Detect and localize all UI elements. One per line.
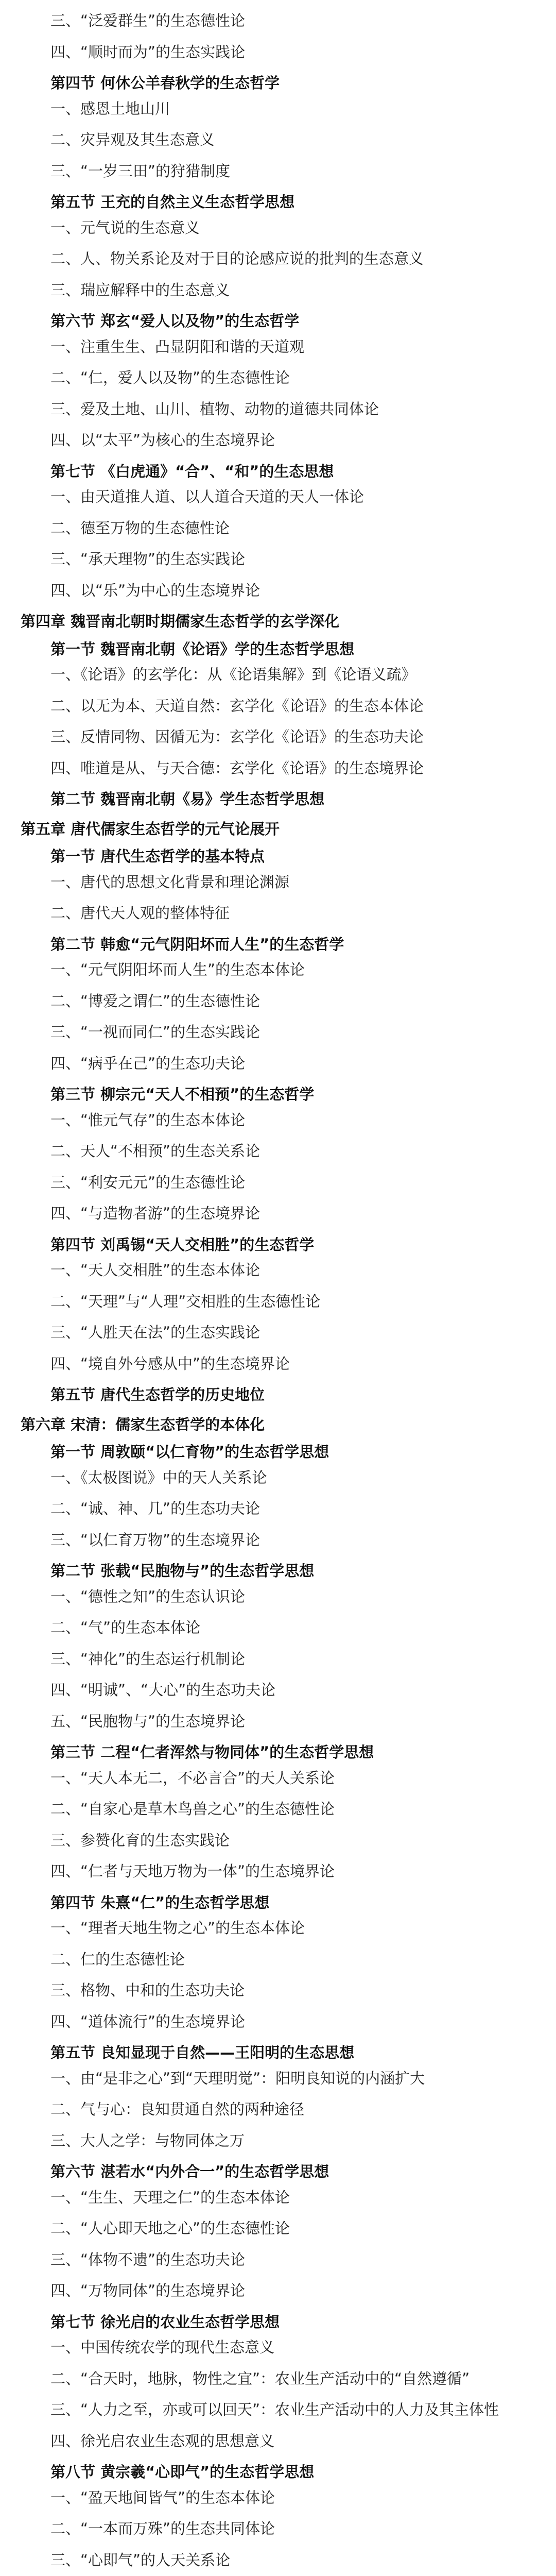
section-heading: 第一节 魏晋南北朝《论语》学的生态哲学思想 [50,640,355,658]
section-heading: 第六节 郑玄“爱人以及物”的生态哲学 [50,312,300,330]
toc-item: 三、“泛爱群生”的生态德性论 [50,12,246,29]
toc-item: 四、“与造物者游”的生态境界论 [50,1205,260,1222]
toc-item: 二、“仁，爱人以及物”的生态德性论 [50,369,290,386]
toc-item: 一、《太极图说》中的天人关系论 [50,1468,267,1486]
toc-item: 二、“合天时，地脉，物性之宜”：农业生产活动中的“自然遵循” [50,2369,470,2387]
section-heading: 第二节 韩愈“元气阴阳坏而人生”的生态哲学 [50,935,344,953]
section-heading: 第五节 良知显现于自然——王阳明的生态思想 [50,2044,355,2061]
toc-item: 一、“盈天地间皆气”的生态本体论 [50,2488,275,2506]
toc-item: 二、“一本而万殊”的生态共同体论 [50,2520,275,2537]
toc-item: 三、“人胜天在法”的生态实践论 [50,1324,260,1341]
section-heading: 第四节 何休公羊春秋学的生态哲学 [50,74,280,92]
toc-item: 二、“气”的生态本体论 [50,1619,201,1636]
toc-item: 一、“理者天地生物之心”的生态本体论 [50,1919,305,1937]
toc-item: 二、“自家心是草木鸟兽之心”的生态德性论 [50,1800,335,1818]
toc-item: 二、德至万物的生态德性论 [50,519,230,537]
toc-item: 二、仁的生态德性论 [50,1950,185,1968]
toc-item: 四、徐光启农业生态观的思想意义 [50,2432,275,2450]
toc-item: 二、“博爱之谓仁”的生态德性论 [50,992,260,1010]
toc-item: 五、“民胞物与”的生态境界论 [50,1712,246,1730]
section-heading: 第八节 黄宗羲“心即气”的生态哲学思想 [50,2463,315,2481]
toc-item: 一、由天道推人道、以人道合天道的天人一体论 [50,488,364,505]
toc-item: 四、“仁者与天地万物为一体”的生态境界论 [50,1862,335,1880]
toc-item: 三、瑞应解释中的生态意义 [50,281,230,299]
toc-item: 四、以“乐”为中心的生态境界论 [50,581,260,599]
toc-item: 四、“境自外兮感从中”的生态境界论 [50,1354,290,1372]
toc-item: 三、反情同物、因循无为：玄学化《论语》的生态功夫论 [50,728,424,745]
toc-item: 一、“天人本无二，不必言合”的天人关系论 [50,1769,335,1787]
toc-item: 一、“惟元气存”的生态本体论 [50,1111,246,1129]
toc-item: 四、唯道是从、与天合德：玄学化《论语》的生态境界论 [50,759,424,777]
toc-item: 四、“病乎在己”的生态功夫论 [50,1054,246,1072]
toc-item: 三、格物、中和的生态功夫论 [50,1981,245,1999]
section-heading: 第四节 朱熹“仁”的生态哲学思想 [50,1893,270,1911]
section-heading: 第三节 柳宗元“天人不相预”的生态哲学 [50,1086,315,1103]
toc-item: 三、“以仁育万物”的生态境界论 [50,1531,260,1549]
toc-item: 三、“人力之至，亦或可以回天”：农业生产活动中的人力及其主体性 [50,2401,499,2418]
toc-item: 四、“道体流行”的生态境界论 [50,2012,246,2030]
toc-item: 一、注重生生、凸显阴阳和谐的天道观 [50,337,305,355]
toc-item: 一、“德性之知”的生态认识论 [50,1587,246,1605]
toc-item: 一、元气说的生态意义 [50,218,200,236]
toc-item: 一、“天人交相胜”的生态本体论 [50,1261,260,1279]
toc-item: 三、“利安元元”的生态德性论 [50,1173,246,1191]
toc-item: 一、感恩土地山川 [50,99,170,117]
section-heading: 第七节 《白虎通》“合”、“和”的生态思想 [50,462,334,480]
toc-item: 一、“生生、天理之仁”的生态本体论 [50,2188,290,2206]
toc-item: 一、唐代的思想文化背景和理论渊源 [50,873,290,891]
toc-item: 一、“元气阴阳坏而人生”的生态本体论 [50,961,305,978]
toc-item: 三、“体物不遗”的生态功夫论 [50,2250,246,2268]
section-heading: 第七节 徐光启的农业生态哲学思想 [50,2313,280,2331]
chapter-heading: 第五章 唐代儒家生态哲学的元气论展开 [21,820,280,838]
toc-item: 二、“诚、神、几”的生态功夫论 [50,1500,260,1517]
chapter-heading: 第四章 魏晋南北朝时期儒家生态哲学的玄学深化 [21,613,340,630]
toc-item: 三、“一视而同仁”的生态实践论 [50,1023,260,1041]
section-heading: 第五节 王充的自然主义生态哲学思想 [50,193,295,211]
toc-item: 一、中国传统农学的现代生态意义 [50,2338,275,2356]
toc-item: 四、以“太平”为核心的生态境界论 [50,431,275,449]
toc-item: 一、《论语》的玄学化：从《论语集解》到《论语义疏》 [50,666,416,683]
toc-item: 二、人、物关系论及对于目的论感应说的批判的生态意义 [50,250,424,267]
toc-item: 二、唐代天人观的整体特征 [50,904,230,922]
toc-item: 三、参赞化育的生态实践论 [50,1831,230,1849]
section-heading: 第四节 刘禹锡“天人交相胜”的生态哲学 [50,1235,315,1253]
toc-item: 三、“心即气”的人天关系论 [50,2551,231,2569]
toc-item: 三、“神化”的生态运行机制论 [50,1650,246,1668]
toc-item: 三、“一岁三田”的狩猎制度 [50,162,231,180]
toc-item: 三、“承天理物”的生态实践论 [50,550,246,568]
toc-item: 三、爱及土地、山川、植物、动物的道德共同体论 [50,400,379,418]
toc-item: 二、“人心即天地之心”的生态德性论 [50,2219,290,2237]
toc-item: 三、大人之学：与物同体之万 [50,2131,245,2149]
section-heading: 第二节 张载“民胞物与”的生态哲学思想 [50,1562,315,1580]
toc-item: 二、气与心：良知贯通自然的两种途径 [50,2100,305,2118]
toc-item: 二、“天理”与“人理”交相胜的生态德性论 [50,1292,321,1310]
section-heading: 第一节 唐代生态哲学的基本特点 [50,848,265,865]
chapter-heading: 第六章 宋清：儒家生态哲学的本体化 [21,1415,265,1433]
toc-item: 四、“万物同体”的生态境界论 [50,2282,246,2299]
toc-item: 二、天人“不相预”的生态关系论 [50,1142,260,1160]
toc-item: 四、“顺时而为”的生态实践论 [50,43,246,61]
section-heading: 第二节 魏晋南北朝《易》学生态哲学思想 [50,790,325,808]
section-heading: 第六节 湛若水“内外合一”的生态哲学思想 [50,2163,329,2180]
toc-item: 二、灾异观及其生态意义 [50,131,215,148]
toc-item: 一、由“是非之心”到“天理明觉”：阳明良知说的内涵扩大 [50,2069,425,2087]
section-heading: 第一节 周敦颐“以仁育物”的生态哲学思想 [50,1443,329,1461]
toc-item: 二、以无为本、天道自然：玄学化《论语》的生态本体论 [50,697,424,715]
toc-item: 四、“明诚”、“大心”的生态功夫论 [50,1681,276,1699]
section-heading: 第三节 二程“仁者浑然与物同体”的生态哲学思想 [50,1743,374,1761]
section-heading: 第五节 唐代生态哲学的历史地位 [50,1386,265,1403]
